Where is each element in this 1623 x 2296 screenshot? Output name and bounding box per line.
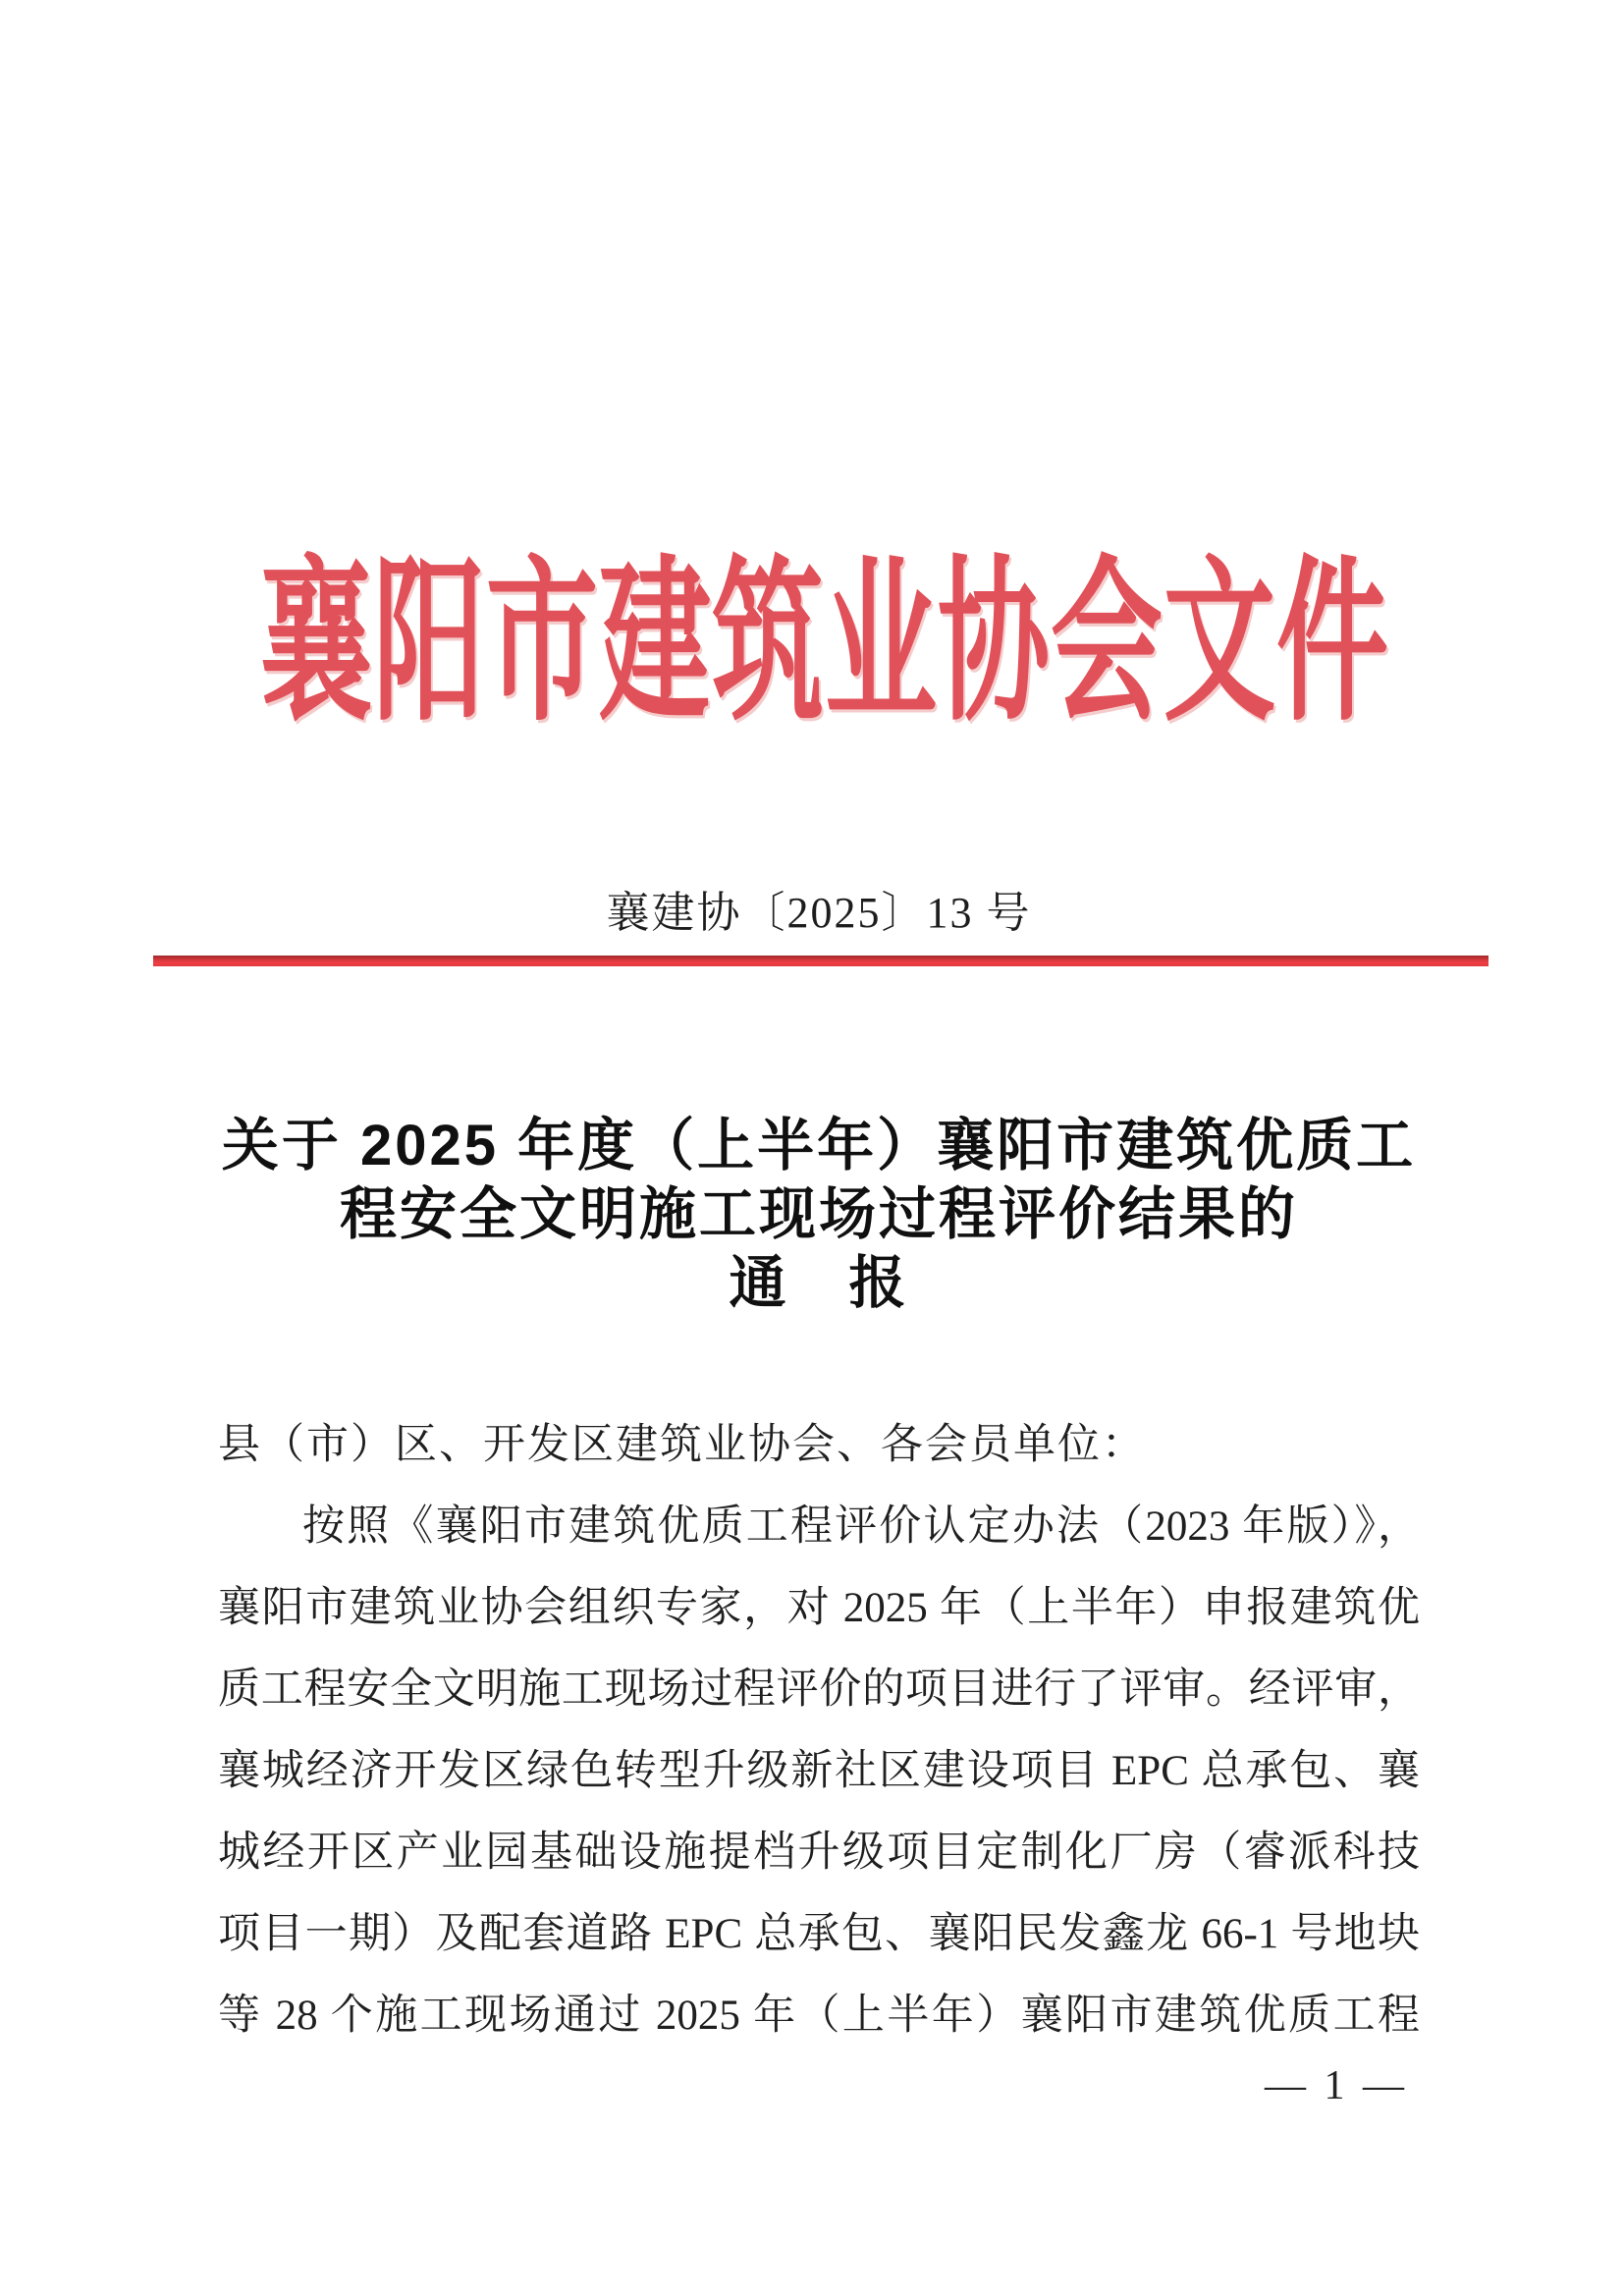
body-line: 按照《襄阳市建筑优质工程评价认定办法（2023 年版）》， — [302, 1503, 1420, 1550]
notice-body — [218, 1404, 1420, 2056]
notice-title-line-1: 关于 2025 年度（上半年）襄阳市建筑优质工 — [221, 1114, 1417, 1177]
letterhead — [218, 544, 1420, 742]
salutation: 县（市）区、开发区建筑业协会、各会员单位： — [218, 1422, 1146, 1468]
page-number: — 1 — — [1265, 2063, 1408, 2108]
body-line: 城经开区产业园基础设施提档升级项目定制化厂房（睿派科技 — [218, 1830, 1420, 1876]
red-rule-divider — [153, 956, 1488, 966]
body-line: 等 28 个施工现场通过 2025 年（上半年）襄阳市建筑优质工程 — [218, 1993, 1420, 2039]
notice-title — [218, 1112, 1420, 1318]
body-line: 襄城经济开发区绿色转型升级新社区建设项目 EPC 总承包、襄 — [218, 1748, 1420, 1794]
body-line: 襄阳市建筑业协会组织专家，对 2025 年（上半年）申报建筑优 — [218, 1585, 1420, 1631]
letterhead-org-name: 襄阳市建筑业协会文件 — [259, 544, 1389, 742]
doc-number: 襄建协〔2025〕13 号 — [606, 889, 1032, 937]
notice-title-line-3: 通 报 — [729, 1251, 909, 1315]
notice-title-line-2: 程安全文明施工现场过程评价结果的 — [339, 1182, 1298, 1246]
body-line: 质工程安全文明施工现场过程评价的项目进行了评审。经评审， — [218, 1667, 1420, 1713]
body-line: 项目一期）及配套道路 EPC 总承包、襄阳民发鑫龙 66-1 号地块 — [218, 1911, 1420, 1957]
